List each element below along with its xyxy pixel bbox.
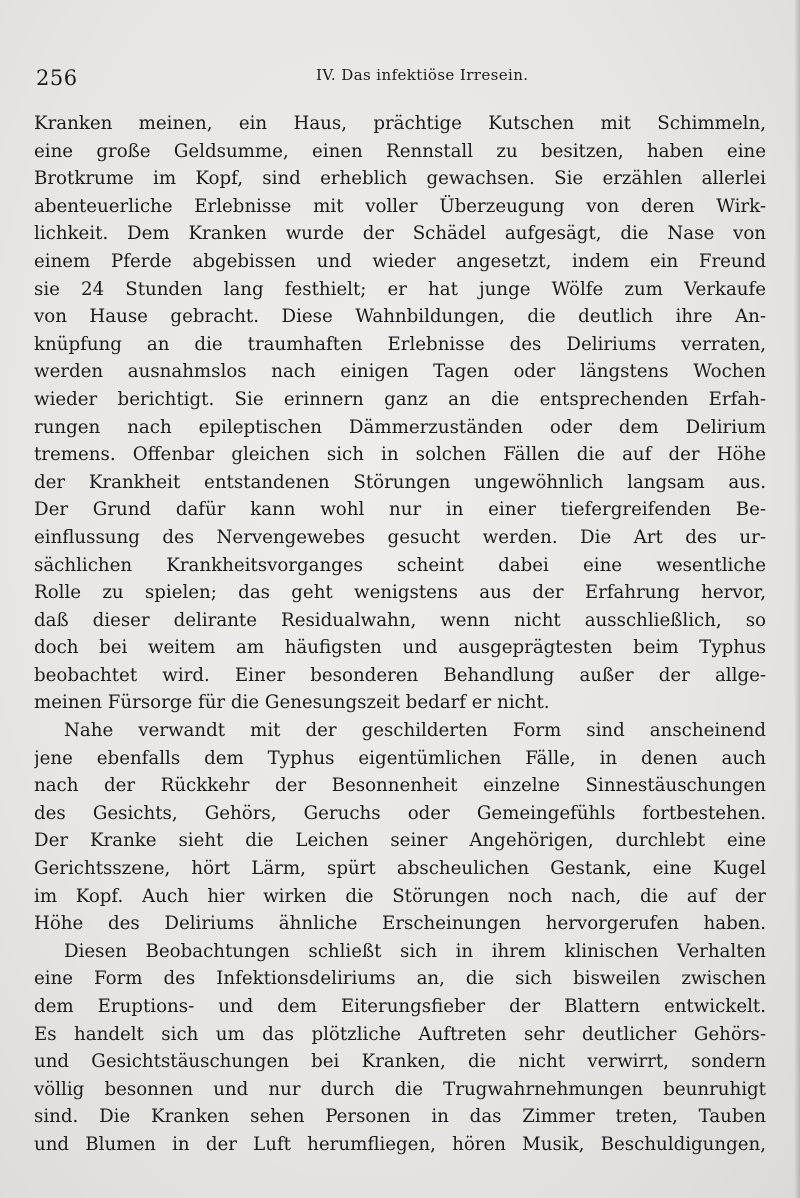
text-line: sind. Die Kranken sehen Personen in das Zimmer treten, Tauben xyxy=(34,1106,766,1128)
text-line: Der Grund dafür kann wohl nur in einer tiefergreifenden Be- xyxy=(34,499,766,521)
text-line: daß dieser delirante Residualwahn, wenn nicht ausschließlich, so xyxy=(34,609,766,631)
running-head: IV. Das infektiöse Irresein. xyxy=(316,66,529,84)
text-line: Nahe verwandt mit der geschilderten Form sind anscheinend xyxy=(64,720,766,742)
text-line: jene ebenfalls dem Typhus eigentümlichen Fälle, in denen auch xyxy=(34,747,766,769)
text-line: knüpfung an die traumhaften Erlebnisse des Deliriums verraten, xyxy=(34,333,766,355)
text-line: nach der Rückkehr der Besonnenheit einzelne Sinnestäuschungen xyxy=(34,775,766,797)
text-line: meinen Fürsorge für die Genesungszeit bedarf er nicht. xyxy=(34,692,550,714)
text-line: und Gesichtstäuschungen bei Kranken, die nicht verwirrt, sondern xyxy=(34,1051,766,1073)
text-line: Brotkrume im Kopf, sind erheblich gewachsen. Sie erzählen allerlei xyxy=(34,168,766,190)
body-text xyxy=(34,110,766,1159)
text-line: im Kopf. Auch hier wirken die Störungen noch nach, die auf der xyxy=(34,885,766,907)
text-line: einflussung des Nervengewebes gesucht werden. Die Art des ur- xyxy=(34,526,766,548)
page-header xyxy=(36,64,766,90)
text-line: des Gesichts, Gehörs, Geruchs oder Gemeingefühls fortbestehen. xyxy=(34,802,766,824)
text-line: Kranken meinen, ein Haus, prächtige Kutschen mit Schimmeln, xyxy=(34,113,766,134)
text-line: wieder berichtigt. Sie erinnern ganz an die entsprechenden Erfah- xyxy=(34,388,766,410)
text-line: der Krankheit entstandenen Störungen ungewöhnlich langsam aus. xyxy=(34,471,766,493)
text-line: Diesen Beobachtungen schließt sich in ihrem klinischen Verhalten xyxy=(64,940,766,962)
text-line: sächlichen Krankheitsvorganges scheint dabei eine wesentliche xyxy=(34,554,766,576)
text-line: Es handelt sich um das plötzliche Auftreten sehr deutlicher Gehörs- xyxy=(34,1023,766,1045)
text-line: Höhe des Deliriums ähnliche Erscheinungen hervorgerufen haben. xyxy=(34,913,766,935)
text-line: von Hause gebracht. Diese Wahnbildungen, die deutlich ihre An- xyxy=(34,306,766,328)
text-line: werden ausnahmslos nach einigen Tagen oder längstens Wochen xyxy=(34,361,766,383)
text-line: sie 24 Stunden lang festhielt; er hat junge Wölfe zum Verkaufe xyxy=(34,278,766,300)
text-line: tremens. Offenbar gleichen sich in solchen Fällen die auf der Höhe xyxy=(34,444,766,466)
text-line: dem Eruptions- und dem Eiterungsfieber der Blattern entwickelt. xyxy=(34,996,766,1017)
text-line: Rolle zu spielen; das geht wenigstens aus der Erfahrung hervor, xyxy=(34,582,766,604)
text-line: beobachtet wird. Einer besonderen Behandlung außer der allge- xyxy=(34,664,766,686)
page-number: 256 xyxy=(36,66,78,90)
page-edge-shadow xyxy=(794,0,800,1198)
text-line: Der Kranke sieht die Leichen seiner Angehörigen, durchlebt eine xyxy=(34,830,766,852)
text-line: einem Pferde abgebissen und wieder angesetzt, indem ein Freund xyxy=(34,250,766,272)
text-line: eine Form des Infektionsdeliriums an, die sich bisweilen zwischen xyxy=(34,968,766,990)
text-line: abenteuerliche Erlebnisse mit voller Überzeugung von deren Wirk- xyxy=(34,195,766,217)
text-line: lichkeit. Dem Kranken wurde der Schädel aufgesägt, die Nase von xyxy=(34,223,766,245)
text-line: eine große Geldsumme, einen Rennstall zu besitzen, haben eine xyxy=(34,140,766,162)
text-line: doch bei weitem am häufigsten und ausgeprägtesten beim Typhus xyxy=(34,637,766,659)
text-line: Gerichtsszene, hört Lärm, spürt abscheulichen Gestank, eine Kugel xyxy=(34,858,766,880)
text-line: und Blumen in der Luft herumfliegen, hören Musik, Beschuldigungen, xyxy=(34,1133,766,1155)
text-line: rungen nach epileptischen Dämmerzuständen oder dem Delirium xyxy=(34,416,766,438)
text-line: völlig besonnen und nur durch die Trugwahrnehmungen beunruhigt xyxy=(34,1078,766,1100)
